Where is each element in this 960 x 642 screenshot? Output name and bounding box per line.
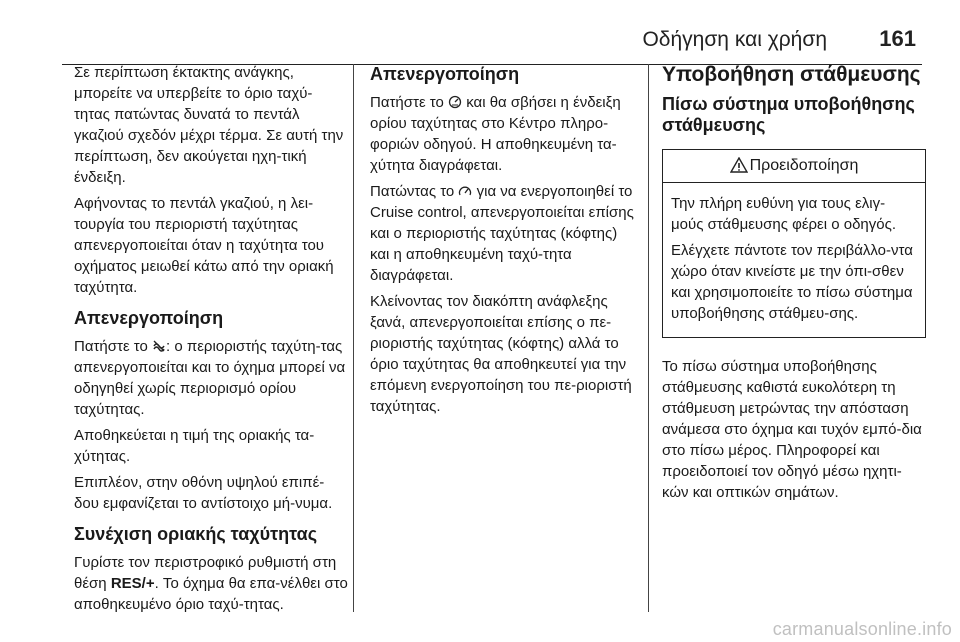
warning-paragraph-2: Ελέγχετε πάντοτε τον περιβάλλο-ντα χώρο όταν κινείστε με την όπι-σθεν και χρησιμοποιείτε το πίσω σύστημα υποβοήθησης στάθμευ-σης. <box>671 242 913 322</box>
watermark: carmanualsonline.info <box>772 619 952 639</box>
paragraph-release-pedal: Αφήνοντας το πεντάλ γκαζιού, η λει-τουργία του περιοριστή ταχύτητας απενεργοποιείται όταν η ταχύτητα του οχήματος μειωθεί κάτω από την οριακή ταχύτητα. <box>74 195 334 296</box>
warning-header <box>663 150 925 183</box>
text-pause-post: : ο περιοριστής ταχύτη-τας απενεργοποιείται και το όχημα μπορεί να οδηγηθεί χωρίς περιορισμό ορίου ταχύτητας. <box>74 338 346 418</box>
heading-off: Απενεργοποίηση <box>370 64 520 84</box>
paragraph-ignition: Κλείνοντας τον διακόπτη ανάφλεξης ξανά, απενεργοποιείται επίσης ο πε-ριοριστής ταχύτητας (κόφτης) αλλά το όριο ταχύτητας θα αποθηκευτεί για την επόμενη ενεργοποίηση του πε-ριοριστή ταχύτητας. <box>370 293 632 415</box>
column-1 <box>74 62 348 620</box>
heading-parking-assist: Υποβοήθηση στάθμευσης <box>662 63 921 86</box>
text-resume-post: . Το όχημα θα επα-νέλθει στο αποθηκευμένο όριο ταχύ-τητας. <box>74 575 348 613</box>
paragraph-resume <box>74 552 348 615</box>
text-resume-bold: RES/+ <box>110 575 155 592</box>
page-number: 161 <box>879 26 916 51</box>
text-off-pre: Πατήστε το <box>370 94 444 111</box>
heading-rear-parking-assist: Πίσω σύστημα υποβοήθησης στάθμευσης <box>662 94 915 135</box>
page-header <box>62 24 922 54</box>
column-2 <box>370 62 638 422</box>
column-divider-1 <box>353 64 354 612</box>
paragraph-stored: Αποθηκεύεται η τιμή της οριακής τα-χύτητας. <box>74 427 315 465</box>
speed-limiter-pause-icon <box>152 338 166 352</box>
warning-title: Προειδοποίηση <box>749 157 859 174</box>
warning-triangle-icon <box>730 157 748 173</box>
speed-limiter-off-icon <box>448 94 462 108</box>
paragraph-display: Επιπλέον, στην οθόνη υψηλού επιπέ-δου εμφανίζεται το αντίστοιχο μή-νυμα. <box>74 474 333 512</box>
paragraph-emergency: Σε περίπτωση έκτακτης ανάγκης, μπορείτε να υπερβείτε το όριο ταχύ-τητας πατώντας δυνατά το πεντάλ γκαζιού σχεδόν μέχρι τέρμα. Σε αυτή την περίπτωση, δεν ακούγεται ηχη-τική ένδειξη. <box>74 64 344 186</box>
paragraph-off <box>370 92 638 176</box>
column-3 <box>662 62 926 508</box>
heading-pause: Απενεργοποίηση <box>74 308 224 328</box>
heading-resume: Συνέχιση οριακής ταχύτητας <box>74 524 318 544</box>
warning-box <box>662 149 926 338</box>
section-title: Οδήγηση και χρήση <box>642 28 827 51</box>
text-pause-pre: Πατήστε το <box>74 338 148 355</box>
text-cruise-pre: Πατώντας το <box>370 183 455 200</box>
paragraph-cruise <box>370 181 638 286</box>
warning-paragraph-1: Την πλήρη ευθύνη για τους ελιγ-μούς στάθμευσης φέρει ο οδηγός. <box>671 195 897 233</box>
text-cruise-post: για να ενεργοποιηθεί το Cruise control, απενεργοποιείται επίσης και ο περιοριστής ταχύτητας (κόφτης) και η αποθηκευμένη ταχύ-τητα διαγράφεται. <box>370 183 634 284</box>
paragraph-pause <box>74 336 348 420</box>
text-off-post: και θα σβήσει η ένδειξη ορίου ταχύτητας στο Κέντρο πληρο-φοριών οδηγού. Η αποθηκευμένη τα-χύτητα διαγράφεται. <box>370 94 621 174</box>
warning-body <box>663 183 925 337</box>
cruise-control-icon <box>458 183 472 197</box>
text-resume-pre: Γυρίστε τον περιστροφικό ρυθμιστή στη θέση <box>74 554 337 592</box>
column-divider-2 <box>648 64 649 612</box>
paragraph-parking-description: Το πίσω σύστημα υποβοήθησης στάθμευσης καθιστά ευκολότερη τη στάθμευση μετρώντας την απόσταση ανάμεσα στο όχημα και τυχόν εμπό-δια στο πίσω μέρος. Πληροφορεί και προειδοποιεί τον οδηγό μέσω ηχητι-κών και οπτικών σημάτων. <box>662 358 922 501</box>
